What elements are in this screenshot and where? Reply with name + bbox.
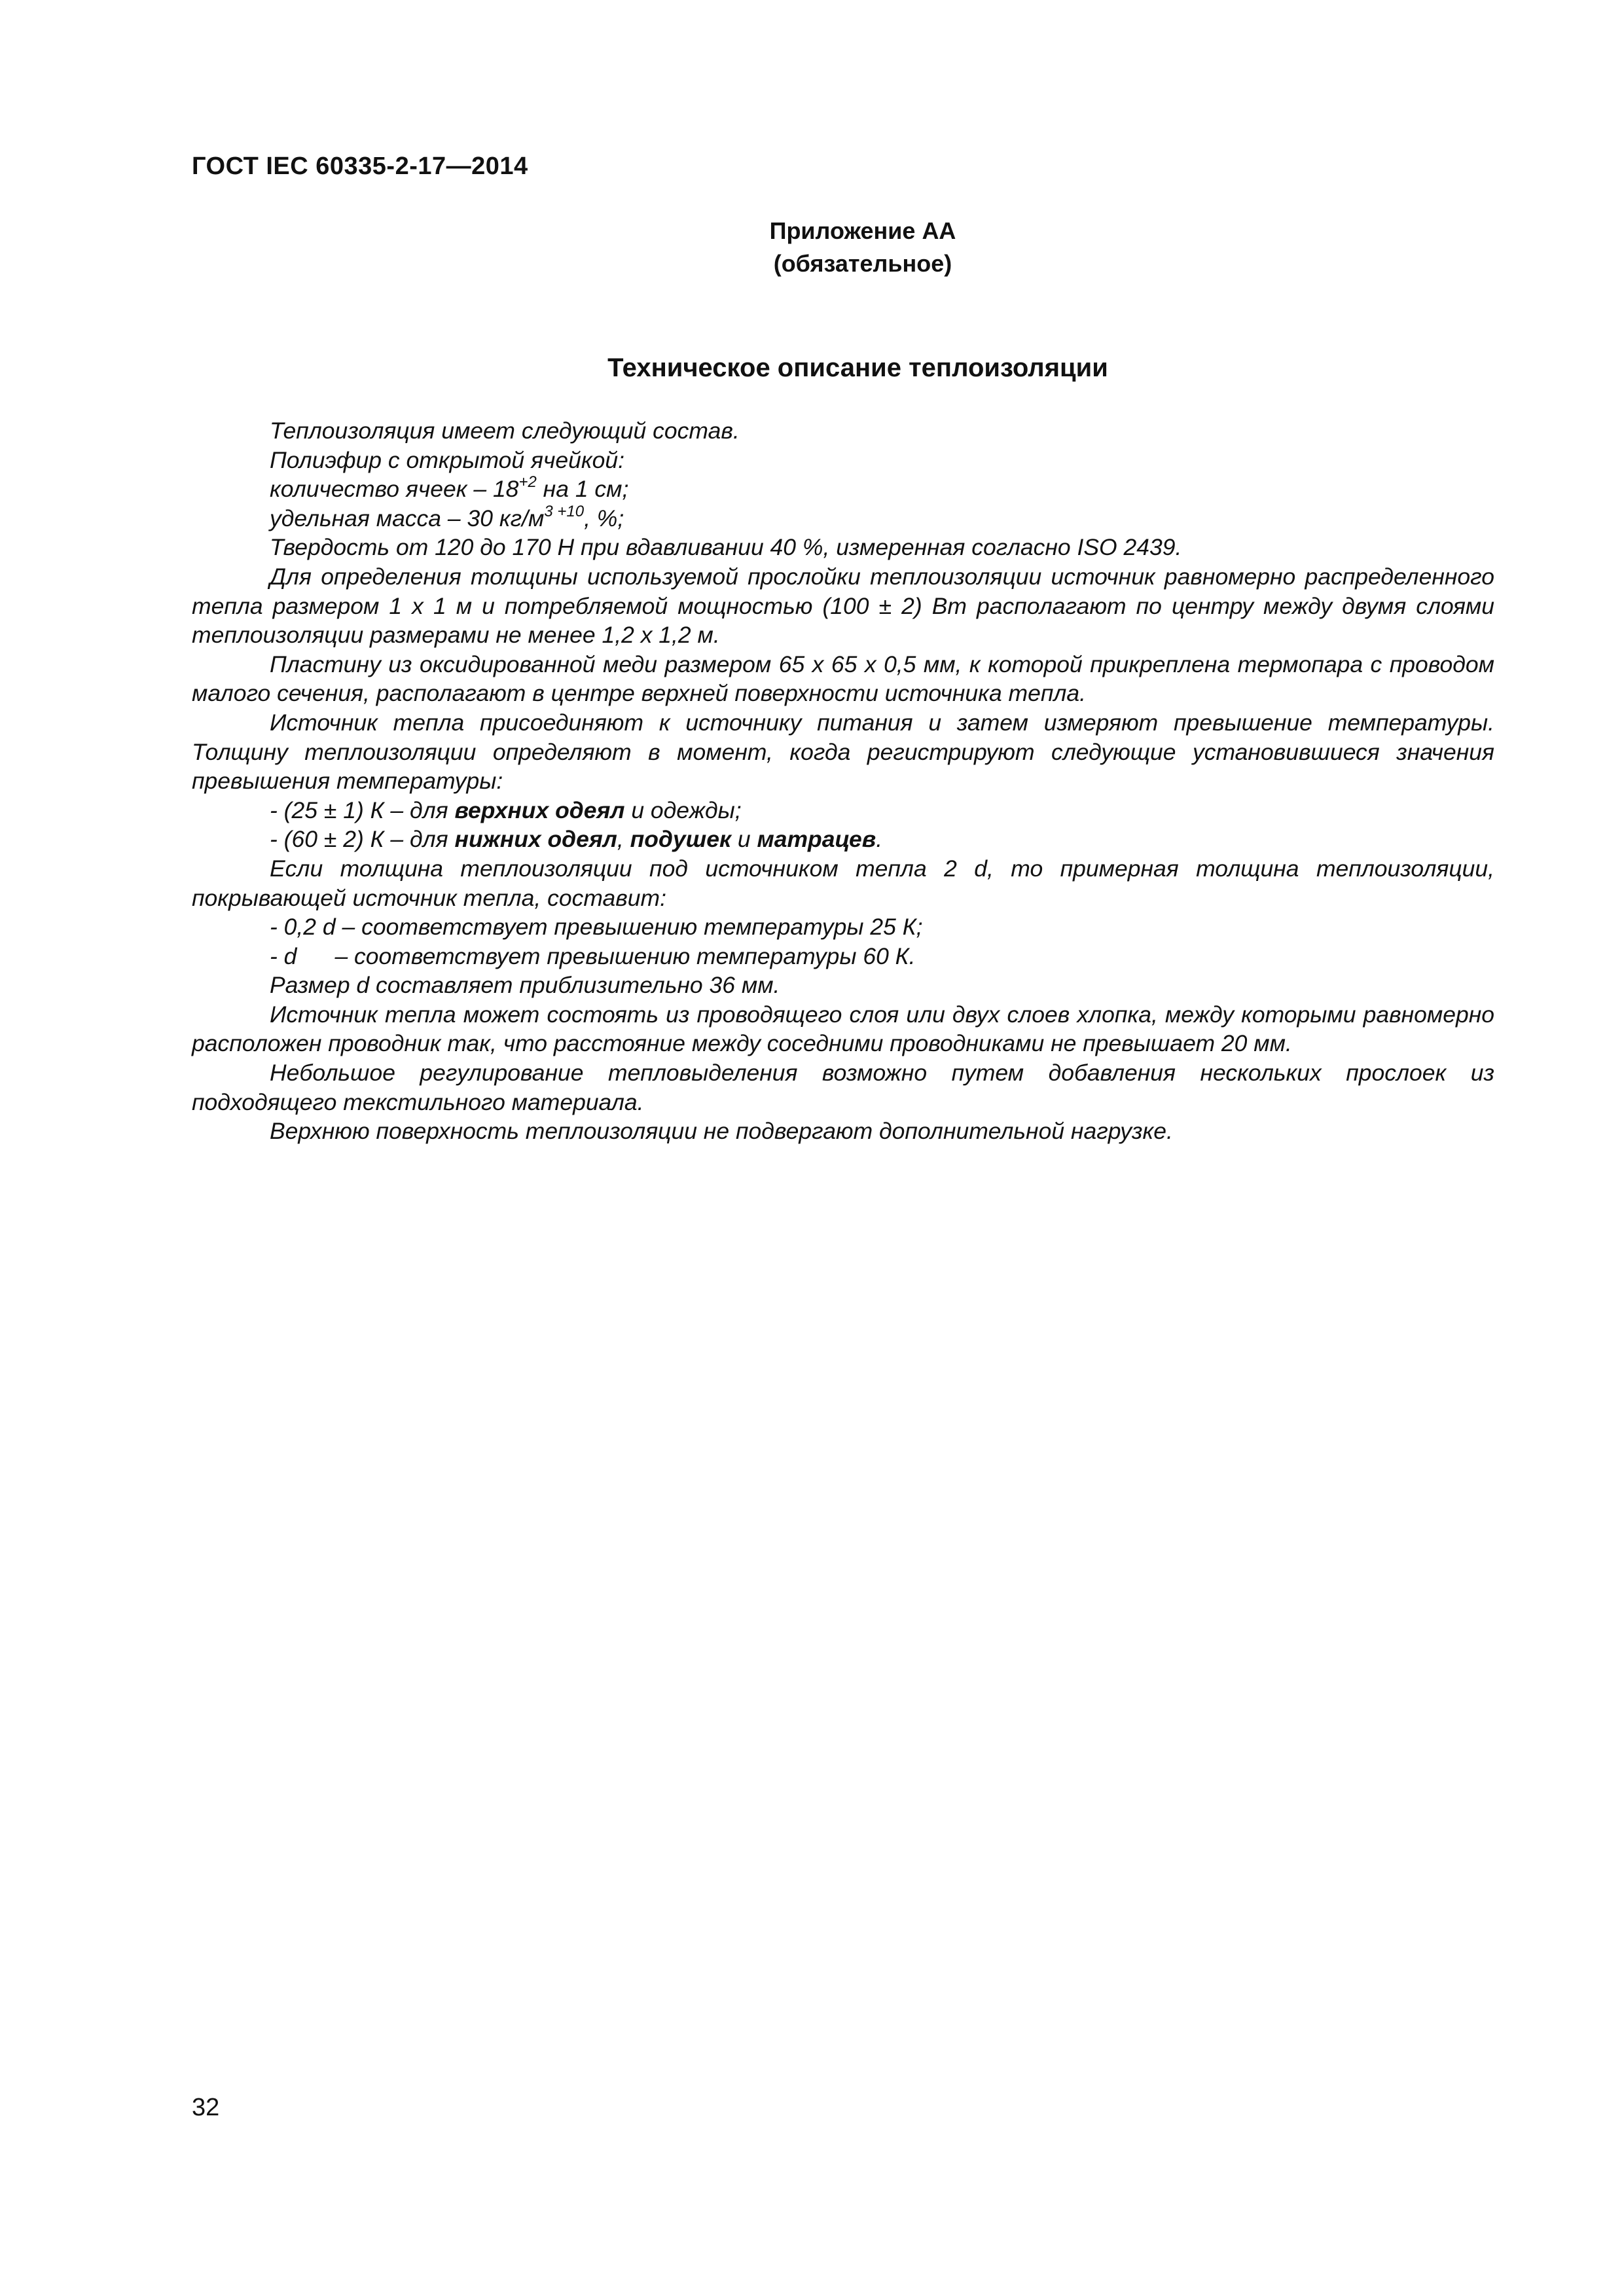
paragraph-copper-plate: Пластину из оксидированной меди размером 65 х 65 х 0,5 мм, к которой прикреплена термопара с проводом малого сечения, располагают в центре верхней поверхности источника тепла.	[192, 651, 1494, 707]
bold-mattresses: матрацев	[757, 826, 876, 853]
paragraph-density	[192, 504, 1494, 533]
bold-pillows: подушек	[630, 826, 731, 853]
list-item-02d: - 0,2 d – соответствует превышению температуры 25 К;	[270, 914, 923, 941]
paragraph-top-surface: Верхнюю поверхность теплоизоляции не подвергают дополнительной нагрузке.	[270, 1118, 1173, 1145]
list-item-upper-blankets: - (25 ± 1) К – для верхних одеял и одежды;	[270, 797, 742, 823]
bold-upper-blankets: верхних одеял	[454, 797, 625, 823]
list-item-underblankets: - (60 ± 2) К – для нижних одеял, подушек и матрацев.	[270, 826, 883, 853]
paragraph-size-d: Размер d составляет приблизительно 36 мм.	[270, 972, 780, 999]
density-text: удельная масса – 30 кг/м	[270, 505, 545, 531]
cell-count-tolerance: +2	[518, 473, 537, 492]
body-text	[192, 416, 1494, 1146]
page-number: 32	[192, 2094, 220, 2121]
paragraph-thickness-method: Для определения толщины используемой прослойки теплоизоляции источник равномерно распределенного тепла размером 1 х 1 м и потребляемой мощностью (100 ± 2) Вт располагают по центру между двумя слоями теплоизоляции размерами не менее 1,2 х 1,2 м.	[192, 563, 1494, 649]
appendix-status: (обязательное)	[773, 250, 952, 277]
density-tolerance: 3 +10	[544, 502, 585, 520]
document-code-header: ГОСТ IEC 60335-2-17—2014	[192, 152, 528, 180]
paragraph-cell-count	[192, 475, 1494, 504]
section-title: Техническое описание теплоизоляции	[607, 353, 1108, 382]
cell-count-unit: на 1 см;	[536, 476, 629, 503]
list-item-d: - d – соответствует превышению температуры 60 К.	[270, 942, 916, 969]
bold-underblankets: нижних одеял	[454, 826, 617, 853]
density-unit: , %;	[584, 505, 624, 531]
appendix-heading	[0, 215, 1624, 280]
paragraph-thickness-estimate: Если толщина теплоизоляции под источником тепла 2 d, то примерная толщина теплоизоляции, покрывающей источник тепла, составит:	[192, 855, 1494, 911]
cell-count-text: количество ячеек – 18	[270, 476, 519, 503]
paragraph-polyester: Полиэфир с открытой ячейкой:	[270, 446, 624, 473]
section-title-wrapper	[0, 353, 1624, 383]
paragraph-composition: Теплоизоляция имеет следующий состав.	[270, 418, 740, 444]
paragraph-temperature-rise: Источник тепла присоединяют к источнику питания и затем измеряют превышение температуры. Толщину теплоизоляции определяют в момент, когда регистрируют следующие установившиеся значения превышения температуры:	[192, 709, 1494, 795]
paragraph-regulation: Небольшое регулирование тепловыделения возможно путем добавления нескольких прослоек из подходящего текстильного материала.	[192, 1060, 1494, 1115]
appendix-title: Приложение АА	[769, 217, 956, 244]
paragraph-heat-source: Источник тепла может состоять из проводящего слоя или двух слоев хлопка, между которыми равномерно расположен проводник так, что расстояние между соседними проводниками не превышает 20 мм.	[192, 1001, 1494, 1057]
paragraph-hardness: Твердость от 120 до 170 Н при вдавливании 40 %, измеренная согласно ISO 2439.	[270, 534, 1182, 561]
